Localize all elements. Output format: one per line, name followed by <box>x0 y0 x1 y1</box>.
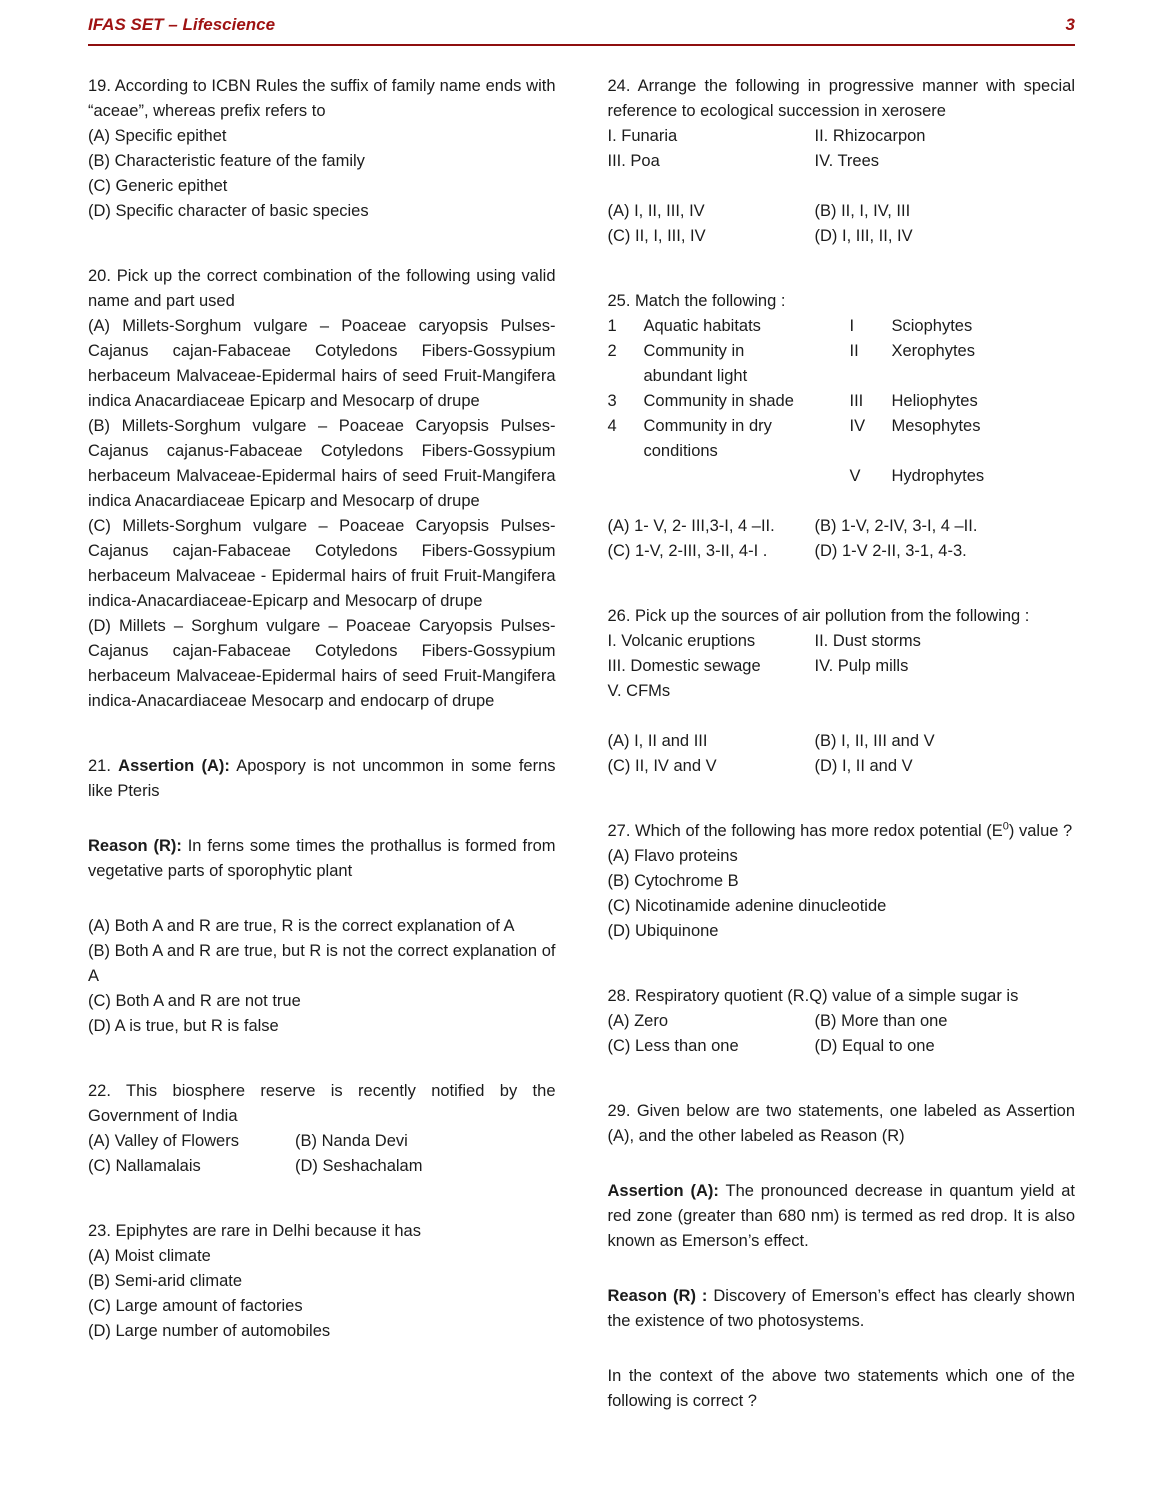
option-b: (B) Characteristic feature of the family <box>88 152 365 170</box>
option-d: (D) Seshachalam <box>295 1157 423 1175</box>
match-roman: III <box>849 392 864 410</box>
item-2: II. Rhizocarpon <box>814 127 926 145</box>
option-d: (D) I, III, II, IV <box>814 227 913 245</box>
spacer <box>608 174 1076 199</box>
option-b: (B) Both A and R are true, but R is not the correct explanation of A <box>88 942 556 985</box>
option-a: (A) I, II and III <box>607 732 708 750</box>
match-row <box>608 389 1076 414</box>
option-b: (B) Millets-Sorghum vulgare – Poaceae Caryopsis Pulses-Cajanus cajanus-Fabaceae Cotyledons Fibers-Gossypium herbaceum Malvaceae-Epidermal hairs of seed Fruit-Mangifera indica Anacardiaceae Epicarp and Mesocarp of drupe <box>88 417 556 510</box>
match-left: Community in abundant light <box>643 342 748 385</box>
spacer <box>88 804 556 834</box>
spacer <box>608 1149 1076 1179</box>
option-c: (C) Less than one <box>607 1037 739 1055</box>
match-left: Community in dry conditions <box>643 417 772 460</box>
right-column <box>608 74 1076 1454</box>
option-c: (C) II, IV and V <box>607 757 717 775</box>
option-d: (D) I, II and V <box>814 757 913 775</box>
question-25 <box>608 289 1076 564</box>
match-num <box>608 464 644 489</box>
match-row <box>608 339 1076 389</box>
match-left <box>644 464 799 489</box>
match-roman: I <box>849 317 855 335</box>
exam-title: IFAS SET – Lifescience <box>88 15 276 34</box>
question-stem: 28. Respiratory quotient (R.Q) value of a simple sugar is <box>607 987 1019 1005</box>
spacer <box>608 1334 1076 1364</box>
assertion-label: Assertion (A): <box>607 1182 719 1200</box>
closing-text: In the context of the above two statements which one of the following is correct ? <box>607 1367 1075 1410</box>
option-d: (D) A is true, but R is false <box>88 1017 279 1035</box>
option-a: (A) Specific epithet <box>88 127 227 145</box>
match-num: 3 <box>607 392 617 410</box>
option-d: (D) Equal to one <box>814 1037 935 1055</box>
spacer <box>608 1254 1076 1284</box>
option-d: (D) Specific character of basic species <box>88 202 369 220</box>
option-c: (C) Nallamalais <box>88 1157 201 1175</box>
match-row <box>608 314 1076 339</box>
superscript-zero: 0 <box>1002 820 1009 833</box>
item-1: I. Volcanic eruptions <box>607 632 756 650</box>
page-number: 3 <box>1065 15 1075 34</box>
match-roman: V <box>849 467 861 485</box>
reason-paragraph <box>88 834 556 884</box>
question-stem <box>608 819 1076 844</box>
item-5: V. CFMs <box>607 682 671 700</box>
assertion-paragraph <box>608 1179 1076 1254</box>
option-a: (A) Moist climate <box>88 1247 211 1265</box>
option-b: (B) 1-V, 2-IV, 3-I, 4 –II. <box>814 517 978 535</box>
option-a: (A) Zero <box>607 1012 669 1030</box>
option-d: (D) Ubiquinone <box>607 922 719 940</box>
option-d: (D) 1-V 2-II, 3-1, 4-3. <box>814 542 967 560</box>
option-b: (B) Nanda Devi <box>295 1132 408 1150</box>
item-1: I. Funaria <box>607 127 678 145</box>
question-stem: 29. Given below are two statements, one labeled as Assertion (A), and the other labeled as Reason (R) <box>607 1102 1075 1145</box>
question-stem: 25. Match the following : <box>607 292 786 310</box>
option-a: (A) Valley of Flowers <box>88 1132 239 1150</box>
stem-text: ) value ? <box>1008 822 1073 840</box>
assertion-paragraph <box>88 754 556 804</box>
option-a: (A) Millets-Sorghum vulgare – Poaceae caryopsis Pulses-Cajanus cajan-Fabaceae Cotyledons Fibers-Gossypium herbaceum Malvaceae-Epidermal hairs of seed Fruit-Mangifera indica Anacardiaceae Epicarp and Mesocarp of drupe <box>88 317 556 410</box>
options-row <box>608 199 1076 224</box>
question-number: 21. <box>88 757 111 775</box>
item-4: IV. Pulp mills <box>814 657 909 675</box>
match-right: Hydrophytes <box>891 467 985 485</box>
question-22 <box>88 1079 556 1179</box>
items-row <box>608 654 1076 679</box>
question-26 <box>608 604 1076 779</box>
option-c: (C) II, I, III, IV <box>607 227 706 245</box>
question-21 <box>88 754 556 1039</box>
match-left: Aquatic habitats <box>643 317 761 335</box>
option-c: (C) Generic epithet <box>88 177 228 195</box>
question-19 <box>88 74 556 224</box>
option-a: (A) 1- V, 2- III,3-I, 4 –II. <box>607 517 775 535</box>
item-4: IV. Trees <box>814 152 880 170</box>
reason-text: In ferns some times the prothallus is formed from vegetative parts of sporophytic plant <box>88 837 556 880</box>
options-row <box>608 1009 1076 1034</box>
reason-paragraph <box>608 1284 1076 1334</box>
match-roman: II <box>849 342 859 360</box>
item-3: III. Domestic sewage <box>607 657 761 675</box>
item-2: II. Dust storms <box>814 632 921 650</box>
option-c: (C) Nicotinamide adenine dinucleotide <box>607 897 887 915</box>
items-row <box>608 629 1076 654</box>
item-3: III. Poa <box>607 152 660 170</box>
spacer <box>608 489 1076 514</box>
question-stem: 23. Epiphytes are rare in Delhi because it has <box>88 1222 421 1240</box>
match-right: Mesophytes <box>891 417 981 435</box>
reason-label: Reason (R): <box>88 837 182 855</box>
left-column <box>88 74 556 1454</box>
question-20 <box>88 264 556 714</box>
options-row <box>88 1129 556 1154</box>
match-num: 4 <box>607 417 617 435</box>
question-stem: 26. Pick up the sources of air pollution from the following : <box>607 607 1030 625</box>
assertion-label: Assertion (A): <box>118 757 230 775</box>
page-header <box>88 12 1075 46</box>
option-a: (A) Both A and R are true, R is the correct explanation of A <box>88 917 515 935</box>
question-23 <box>88 1219 556 1344</box>
items-row <box>608 124 1076 149</box>
option-d: (D) Millets – Sorghum vulgare – Poaceae Caryopsis Pulses-Cajanus cajan-Fabaceae Cotyledons Fibers-Gossypium herbaceum Malvaceae-Epidermal hairs of seed Fruit-Mangifera indica-Anacardiaceae Mesocarp and endocarp of drupe <box>88 617 556 710</box>
options-row <box>608 539 1076 564</box>
options-row <box>608 1034 1076 1059</box>
two-column-body <box>88 74 1075 1454</box>
stem-text: 27. Which of the following has more redox potential (E <box>607 822 1003 840</box>
question-stem: 22. This biosphere reserve is recently notified by the Government of India <box>88 1082 556 1125</box>
spacer <box>88 884 556 914</box>
options-row <box>608 729 1076 754</box>
option-a: (A) I, II, III, IV <box>607 202 705 220</box>
question-stem: 19. According to ICBN Rules the suffix of family name ends with “aceae”, whereas prefix refers to <box>88 77 556 120</box>
question-stem: 24. Arrange the following in progressive manner with special reference to ecological succession in xerosere <box>607 77 1075 120</box>
spacer <box>608 704 1076 729</box>
option-c: (C) Large amount of factories <box>88 1297 303 1315</box>
assertion-text: Apospory is not uncommon in some ferns like Pteris <box>88 757 556 800</box>
match-row <box>608 414 1076 464</box>
options-row <box>88 1154 556 1179</box>
reason-label: Reason (R) : <box>607 1287 708 1305</box>
option-b: (B) Cytochrome B <box>607 872 739 890</box>
question-24 <box>608 74 1076 249</box>
option-b: (B) I, II, III and V <box>814 732 935 750</box>
match-table <box>608 314 1076 489</box>
match-right: Heliophytes <box>891 392 978 410</box>
option-c: (C) Both A and R are not true <box>88 992 301 1010</box>
match-left: Community in shade <box>643 392 794 410</box>
match-row <box>608 464 1076 489</box>
option-c: (C) Millets-Sorghum vulgare – Poaceae Caryopsis Pulses-Cajanus cajan-Fabaceae Cotyledons Fibers-Gossypium herbaceum Malvaceae - Epidermal hairs of fruit Fruit-Mangifera indica-Anacardiaceae-Epicarp and Mesocarp of drupe <box>88 517 556 610</box>
options-row <box>608 514 1076 539</box>
option-c: (C) 1-V, 2-III, 3-II, 4-I . <box>607 542 768 560</box>
option-b: (B) Semi-arid climate <box>88 1272 243 1290</box>
match-right: Xerophytes <box>891 342 975 360</box>
match-roman: IV <box>849 417 866 435</box>
option-b: (B) More than one <box>814 1012 948 1030</box>
items-row <box>608 149 1076 174</box>
match-right: Sciophytes <box>891 317 973 335</box>
assertion-text: The pronounced decrease in quantum yield at red zone (greater than 680 nm) is termed as red drop. It is also known as Emerson’s effect. <box>607 1182 1075 1250</box>
options-row <box>608 754 1076 779</box>
match-num: 1 <box>607 317 617 335</box>
options-row <box>608 224 1076 249</box>
reason-text: Discovery of Emerson’s effect has clearly shown the existence of two photosystems. <box>607 1287 1076 1330</box>
option-d: (D) Large number of automobiles <box>88 1322 331 1340</box>
question-stem: 20. Pick up the correct combination of the following using valid name and part used <box>88 267 556 310</box>
match-num: 2 <box>607 342 617 360</box>
question-28 <box>608 984 1076 1059</box>
question-27 <box>608 819 1076 944</box>
question-29 <box>608 1099 1076 1414</box>
option-a: (A) Flavo proteins <box>607 847 738 865</box>
option-b: (B) II, I, IV, III <box>814 202 911 220</box>
